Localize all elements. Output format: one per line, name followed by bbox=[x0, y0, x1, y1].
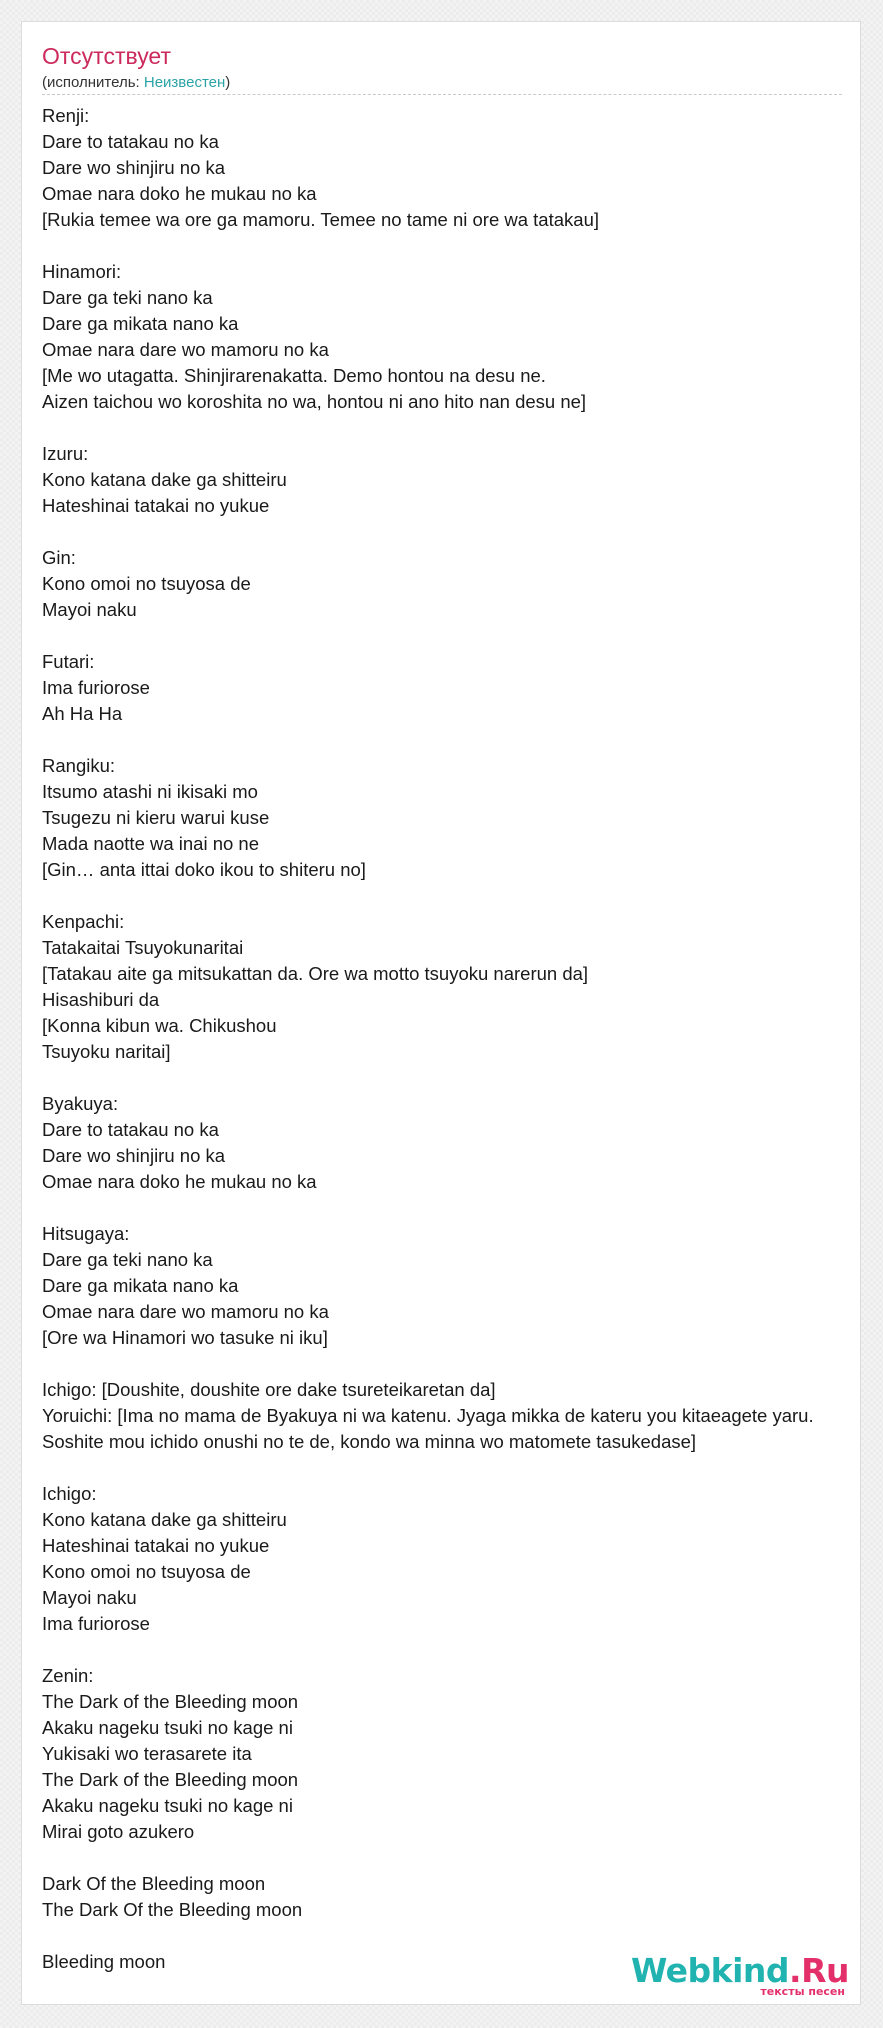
lyric-line: Akaku nageku tsuki no kage ni bbox=[42, 1795, 293, 1816]
logo-wordmark bbox=[630, 1951, 849, 1990]
lyric-line: [Me wo utagatta. Shinjirarenakatta. Demo hontou na desu ne. bbox=[42, 365, 546, 386]
lyric-line: Dark Of the Bleeding moon bbox=[42, 1873, 266, 1894]
lyric-line: Rangiku: bbox=[42, 755, 116, 776]
lyric-line: Ichigo: bbox=[42, 1483, 97, 1504]
lyric-blank-line bbox=[42, 1845, 861, 1871]
lyric-line: Dare to tatakau no ka bbox=[42, 131, 219, 152]
lyric-blank-line bbox=[42, 1065, 861, 1091]
lyric-blank-line bbox=[42, 1923, 861, 1949]
lyric-line: Tsugezu ni kieru warui kuse bbox=[42, 807, 270, 828]
lyric-blank-line bbox=[42, 1455, 861, 1481]
lyric-line: Mayoi naku bbox=[42, 1587, 137, 1608]
lyrics-card bbox=[21, 21, 861, 2005]
artist-suffix: ) bbox=[225, 74, 231, 91]
lyric-line: Dare ga teki nano ka bbox=[42, 1249, 213, 1270]
lyric-line: Omae nara dare wo mamoru no ka bbox=[42, 339, 329, 360]
lyric-line: Renji: bbox=[42, 105, 90, 126]
lyric-line: Mada naotte wa inai no ne bbox=[42, 833, 260, 854]
lyric-line: Omae nara doko he mukau no ka bbox=[42, 183, 317, 204]
lyric-line: [Gin… anta ittai doko ikou to shiteru no] bbox=[42, 859, 366, 880]
lyric-line: Gin: bbox=[42, 547, 76, 568]
lyric-line: Ichigo: [Doushite, doushite ore dake tsureteikaretan da] bbox=[42, 1379, 496, 1400]
lyric-line: Mayoi naku bbox=[42, 599, 137, 620]
lyric-line: Futari: bbox=[42, 651, 95, 672]
site-logo[interactable] bbox=[630, 1951, 849, 1998]
lyric-blank-line bbox=[42, 623, 861, 649]
lyric-line: [Rukia temee wa ore ga mamoru. Temee no tame ni ore wa tatakau] bbox=[42, 209, 599, 230]
lyric-line: Akaku nageku tsuki no kage ni bbox=[42, 1717, 293, 1738]
lyric-line: The Dark Of the Bleeding moon bbox=[42, 1899, 303, 1920]
lyric-line: Hateshinai tatakai no yukue bbox=[42, 1535, 270, 1556]
lyric-line: Zenin: bbox=[42, 1665, 94, 1686]
lyric-line: Ah Ha Ha bbox=[42, 703, 123, 724]
lyric-line: [Tatakau aite ga mitsukattan da. Ore wa motto tsuyoku narerun da] bbox=[42, 963, 589, 984]
lyric-blank-line bbox=[42, 1195, 861, 1221]
title-divider bbox=[42, 94, 842, 95]
logo-tld: .Ru bbox=[789, 1951, 849, 1990]
lyric-line: Dare to tatakau no ka bbox=[42, 1119, 219, 1140]
lyric-line: Kono omoi no tsuyosa de bbox=[42, 1561, 251, 1582]
logo-tagline: тексты песен bbox=[760, 1985, 845, 1998]
lyric-line: Byakuya: bbox=[42, 1093, 119, 1114]
lyric-line: Mirai goto azukero bbox=[42, 1821, 195, 1842]
lyric-line: The Dark of the Bleeding moon bbox=[42, 1769, 299, 1790]
lyric-line: Izuru: bbox=[42, 443, 89, 464]
lyric-line: The Dark of the Bleeding moon bbox=[42, 1691, 299, 1712]
lyric-line: Dare wo shinjiru no ka bbox=[42, 1145, 226, 1166]
lyric-line: [Ore wa Hinamori wo tasuke ni iku] bbox=[42, 1327, 328, 1348]
artist-link[interactable]: Неизвестен bbox=[143, 74, 226, 91]
artist-prefix: (исполнитель: bbox=[42, 74, 144, 91]
lyric-line: Omae nara dare wo mamoru no ka bbox=[42, 1301, 329, 1322]
lyric-line: Hinamori: bbox=[42, 261, 122, 282]
lyric-line: Hateshinai tatakai no yukue bbox=[42, 495, 270, 516]
lyric-line: Yoruichi: [Ima no mama de Byakuya ni wa katenu. Jyaga mikka de kateru you kitaeagete yaru. bbox=[42, 1405, 814, 1426]
lyric-line: Kono omoi no tsuyosa de bbox=[42, 573, 251, 594]
lyric-blank-line bbox=[42, 883, 861, 909]
lyric-line: Ima furiorose bbox=[42, 1613, 150, 1634]
lyric-blank-line bbox=[42, 415, 861, 441]
lyric-line: Kenpachi: bbox=[42, 911, 125, 932]
lyric-line: Ima furiorose bbox=[42, 677, 150, 698]
lyric-line: Kono katana dake ga shitteiru bbox=[42, 1509, 287, 1530]
lyric-blank-line bbox=[42, 727, 861, 753]
logo-name: Webkind bbox=[630, 1951, 790, 1990]
lyric-line: Kono katana dake ga shitteiru bbox=[42, 469, 287, 490]
lyric-line: Hisashiburi da bbox=[42, 989, 160, 1010]
lyric-line: Soshite mou ichido onushi no te de, kondo wa minna wo matomete tasukedase] bbox=[42, 1431, 697, 1452]
song-title: Отсутствует bbox=[42, 43, 171, 69]
lyric-blank-line bbox=[42, 1351, 861, 1377]
lyrics-text bbox=[42, 103, 861, 1975]
lyric-line: Dare wo shinjiru no ka bbox=[42, 157, 226, 178]
lyric-line: Yukisaki wo terasarete ita bbox=[42, 1743, 252, 1764]
lyric-blank-line bbox=[42, 1637, 861, 1663]
lyric-line: Dare ga teki nano ka bbox=[42, 287, 213, 308]
artist-line bbox=[42, 74, 230, 92]
lyric-line: Dare ga mikata nano ka bbox=[42, 313, 239, 334]
lyric-line: Dare ga mikata nano ka bbox=[42, 1275, 239, 1296]
lyric-line: Aizen taichou wo koroshita no wa, hontou ni ano hito nan desu ne] bbox=[42, 391, 587, 412]
lyric-line: Bleeding moon bbox=[42, 1951, 166, 1972]
lyric-line: Tsuyoku naritai] bbox=[42, 1041, 171, 1062]
lyric-line: [Konna kibun wa. Chikushou bbox=[42, 1015, 277, 1036]
lyric-line: Omae nara doko he mukau no ka bbox=[42, 1171, 317, 1192]
lyric-line: Tatakaitai Tsuyokunaritai bbox=[42, 937, 244, 958]
lyric-blank-line bbox=[42, 519, 861, 545]
lyric-line: Itsumo atashi ni ikisaki mo bbox=[42, 781, 258, 802]
lyric-line: Hitsugaya: bbox=[42, 1223, 130, 1244]
lyric-blank-line bbox=[42, 233, 861, 259]
